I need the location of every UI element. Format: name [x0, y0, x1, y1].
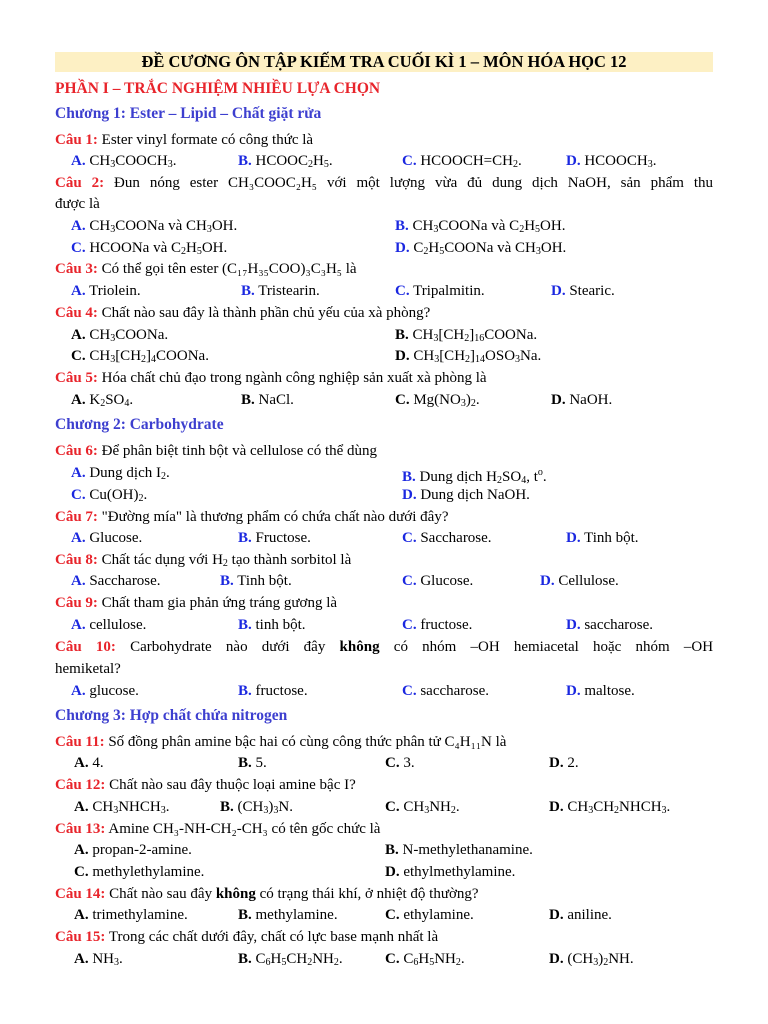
q15-option-b: B. $C_6H_5CH_2NH_2$.: [238, 951, 343, 968]
q6-option-b: B. Dung dịch $H_2SO_4$, $t^o$.: [402, 467, 547, 486]
q10-option-c: C. saccharose.: [402, 683, 490, 699]
question-text: Ester vinyl formate có công thức là: [101, 132, 314, 148]
chapter-1-heading: Chương 1: Ester – Lipid – Chất giặt rửa: [55, 105, 322, 122]
q7-option-b: B. Fructose.: [238, 530, 311, 546]
q12-option-a: A. $CH_3NHCH_3$.: [74, 799, 170, 816]
q13-option-d: D. ethylmethylamine.: [385, 864, 516, 880]
q9-option-b: B. tinh bột.: [238, 617, 306, 633]
q2-option-a: A. $CH_3COONa$ và $CH_3OH$.: [71, 218, 238, 235]
chapter-3-heading: Chương 3: Hợp chất chứa nitrogen: [55, 707, 288, 724]
q8-option-b: B. Tinh bột.: [220, 573, 292, 589]
question-1: [55, 130, 713, 150]
q2-option-d: D. $C_2H_5COONa$ và $CH_3OH$.: [395, 240, 567, 257]
question-10-cont: hemiketal?: [55, 661, 121, 677]
question-2-cont: được là: [55, 196, 100, 212]
q7-option-d: D. Tinh bột.: [566, 530, 639, 546]
q13-option-b: B. N-methylethanamine.: [385, 842, 533, 858]
q15-option-d: D. $(CH_3)_2NH$.: [549, 951, 634, 968]
q13-option-a: A. propan-2-amine.: [74, 842, 192, 858]
q10-option-a: A. glucose.: [71, 683, 139, 699]
q5-option-b: B. NaCl.: [241, 392, 294, 408]
q4-option-c: C. $CH_3[CH_2]_4COONa$.: [71, 348, 209, 365]
q6-option-d: D. Dung dịch NaOH.: [402, 487, 530, 503]
q15-option-a: A. $NH_3$.: [74, 951, 123, 968]
q14-option-b: B. methylamine.: [238, 907, 338, 923]
q3-option-d: D. Stearic.: [551, 283, 615, 299]
q1-option-b: B. $HCOOC_2H_5$.: [238, 153, 333, 170]
q8-option-c: C. Glucose.: [402, 573, 474, 589]
question-2: Câu 2: Đun nóng ester CH₃COOC₂H₅ với một lượng vừa đủ dung dịch NaOH, sản phẩm thu: [55, 175, 713, 191]
q11-option-b: B. 5.: [238, 755, 267, 771]
question-8: Câu 8: Chất tác dụng với $H_2$ tạo thành sorbitol là: [55, 552, 352, 569]
q6-option-a: A. Dung dịch $I_2$.: [71, 465, 170, 482]
q12-option-d: D. $CH_3CH_2NHCH_3$.: [549, 799, 671, 816]
q2-option-b: B. $CH_3COONa$ và $C_2H_5OH$.: [395, 218, 566, 235]
question-10: Câu 10: Carbohydrate nào dưới đây không có nhóm –OH hemiacetal hoặc nhóm –OH: [55, 639, 714, 655]
q15-option-c: C. $C_6H_5NH_2$.: [385, 951, 465, 968]
q9-option-c: C. fructose.: [402, 617, 473, 633]
q7-option-c: C. Saccharose.: [402, 530, 492, 546]
q12-option-b: B. $(CH_3)_3N$.: [220, 799, 293, 816]
q7-option-a: A. Glucose.: [71, 530, 143, 546]
part-heading: PHẦN I – TRẮC NGHIỆM NHIỀU LỰA CHỌN: [55, 80, 381, 97]
q10-option-b: B. fructose.: [238, 683, 308, 699]
q14-option-d: D. aniline.: [549, 907, 612, 923]
document-title: ĐỀ CƯƠNG ÔN TẬP KIẾM TRA CUỐI KÌ 1 – MÔN HÓA HỌC 12: [55, 52, 713, 72]
question-3: Câu 3: Có thể gọi tên ester (C₁₇H₃₅COO)₃C₃H₅ là: [55, 261, 357, 277]
q2-option-c: C. HCOONa và $C_2H_5OH$.: [71, 240, 228, 257]
q6-option-c: C. $Cu(OH)_2$.: [71, 487, 148, 504]
q14-option-c: C. ethylamine.: [385, 907, 474, 923]
q4-option-b: B. $CH_3[CH_2]_{16}COONa$.: [395, 327, 538, 344]
q8-option-d: D. Cellulose.: [540, 573, 619, 589]
q13-option-c: C. methylethylamine.: [74, 864, 205, 880]
q8-option-a: A. Saccharose.: [71, 573, 161, 589]
question-15: Câu 15: Trong các chất dưới đây, chất có lực base mạnh nhất là: [55, 929, 439, 945]
q3-option-a: A. Triolein.: [71, 283, 141, 299]
question-5: Câu 5: Hóa chất chủ đạo trong ngành công nghiệp sản xuất xà phòng là: [55, 370, 487, 386]
question-label: Câu 1:: [55, 132, 98, 148]
q11-option-d: D. 2.: [549, 755, 579, 771]
q5-option-a: A. $K_2SO_4$.: [71, 392, 134, 409]
q9-option-d: D. saccharose.: [566, 617, 654, 633]
question-6: Câu 6: Để phân biệt tinh bột và cellulose có thể dùng: [55, 443, 378, 459]
question-13: Câu 13: Amine CH₃-NH-CH₂-CH₃ có tên gốc chức là: [55, 821, 381, 837]
q3-option-c: C. Tripalmitin.: [395, 283, 485, 299]
q14-option-a: A. trimethylamine.: [74, 907, 188, 923]
q11-option-c: C. 3.: [385, 755, 415, 771]
q5-option-c: C. $Mg(NO_3)_2$.: [395, 392, 480, 409]
q9-option-a: A. cellulose.: [71, 617, 147, 633]
question-4: Câu 4: Chất nào sau đây là thành phần chủ yếu của xà phòng?: [55, 305, 431, 321]
question-14: Câu 14: Chất nào sau đây không có trạng thái khí, ở nhiệt độ thường?: [55, 886, 479, 902]
q1-option-c: C. $HCOOCH=CH_2$.: [402, 153, 522, 170]
q1-option-d: D. $HCOOCH_3$.: [566, 153, 657, 170]
q11-option-a: A. 4.: [74, 755, 104, 771]
q1-option-a: A. $CH_3COOCH_3$.: [71, 153, 177, 170]
question-12: Câu 12: Chất nào sau đây thuộc loại amine bậc I?: [55, 777, 356, 793]
question-7: Câu 7: "Đường mía" là thương phẩm có chứa chất nào dưới đây?: [55, 509, 449, 525]
q5-option-d: D. NaOH.: [551, 392, 613, 408]
q12-option-c: C. $CH_3NH_2$.: [385, 799, 460, 816]
q10-option-d: D. maltose.: [566, 683, 635, 699]
q3-option-b: B. Tristearin.: [241, 283, 320, 299]
question-11: Câu 11: Số đồng phân amine bậc hai có cùng công thức phân tử C₄H₁₁N là: [55, 734, 507, 750]
q4-option-a: A. $CH_3COONa$.: [71, 327, 169, 344]
chapter-2-heading: Chương 2: Carbohydrate: [55, 416, 224, 433]
question-9: Câu 9: Chất tham gia phản ứng tráng gương là: [55, 595, 338, 611]
q4-option-d: D. $CH_3[CH_2]_{14}OSO_3Na$.: [395, 348, 542, 365]
